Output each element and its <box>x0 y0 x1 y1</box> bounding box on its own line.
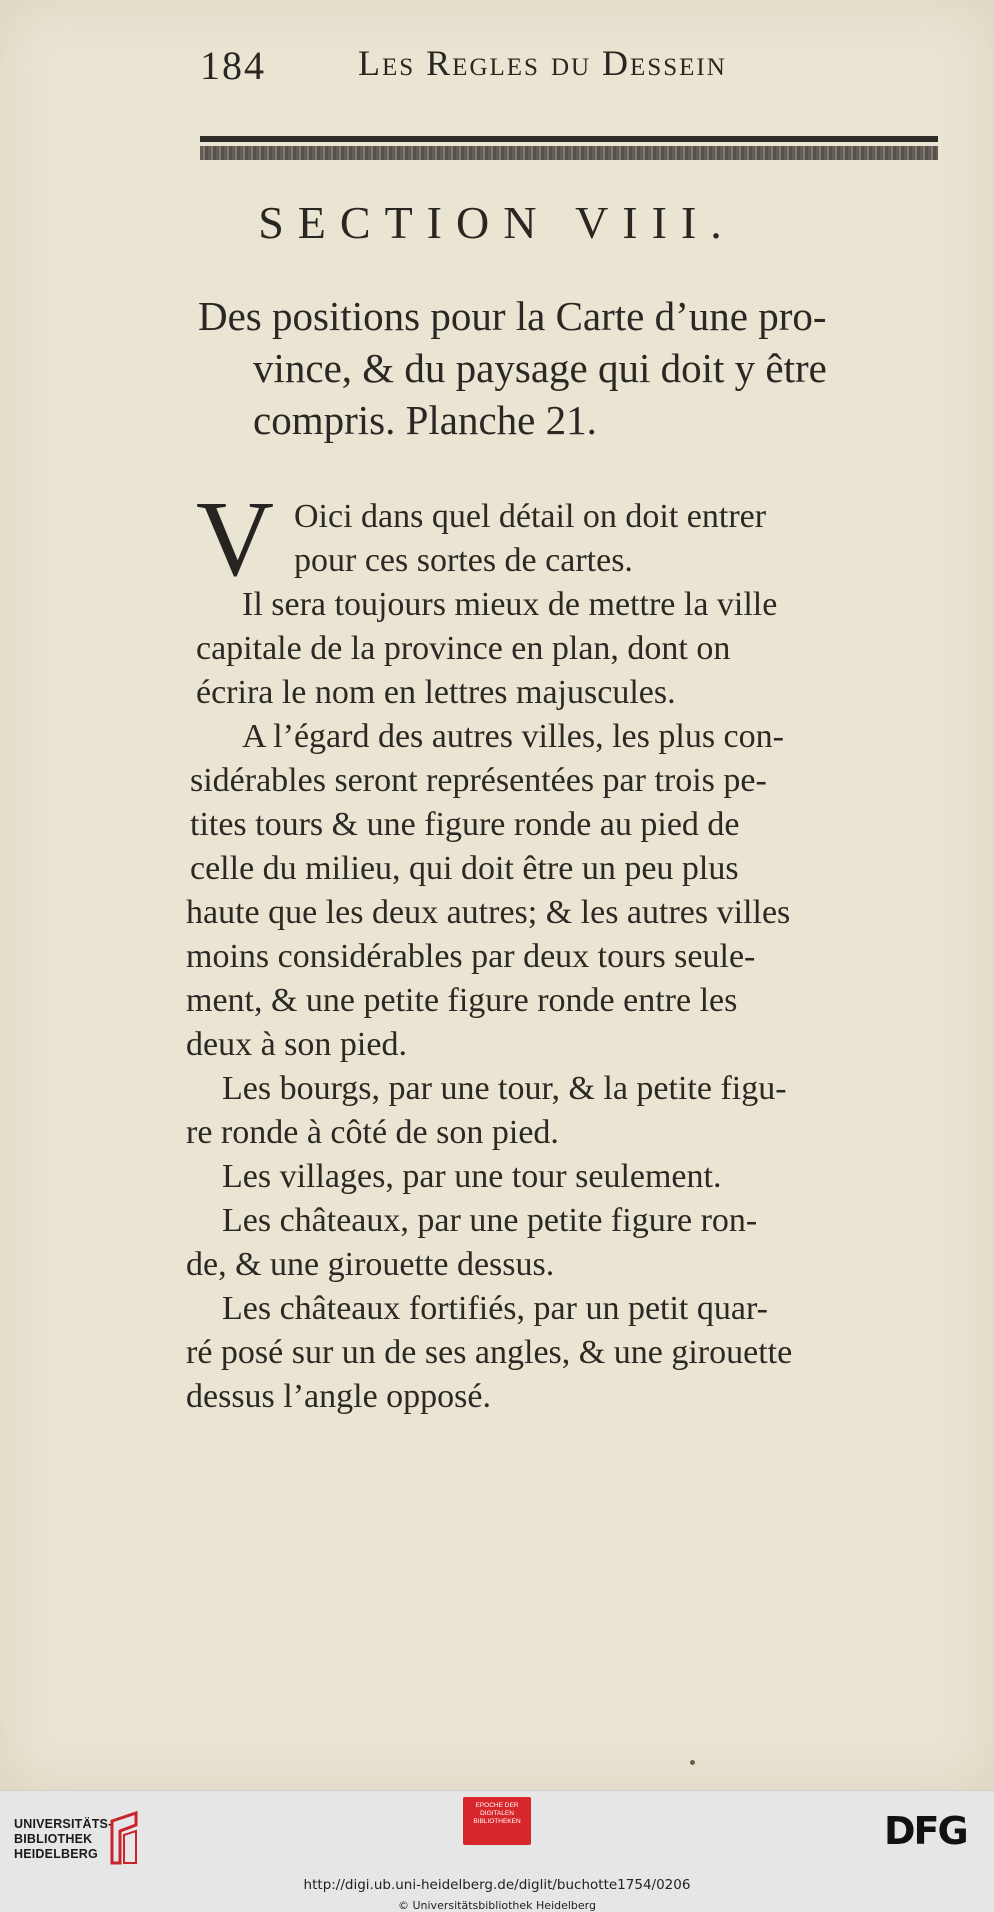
text-line: ment, & une petite figure ronde entre les <box>186 982 738 1019</box>
text-line: Les bourgs, par une tour, & la petite figu- <box>222 1070 787 1107</box>
page-blemish <box>690 1760 695 1765</box>
header-rule-top <box>200 136 938 142</box>
text-line: ré posé sur un de ses angles, & une girouette <box>186 1334 793 1371</box>
copyright-notice: © Universitätsbibliothek Heidelberg <box>397 1899 596 1912</box>
text-line: celle du milieu, qui doit être un peu plus <box>190 850 739 887</box>
text-line: haute que les deux autres; & les autres villes <box>186 894 791 931</box>
text-line: sidérables seront représentées par trois pe- <box>190 762 767 799</box>
text-line: pour ces sortes de cartes. <box>294 542 633 579</box>
text-line: tites tours & une figure ronde au pied de <box>190 806 740 843</box>
text-line: deux à son pied. <box>186 1026 407 1063</box>
subtitle-line: vince, & du paysage qui doit y être <box>253 345 827 391</box>
subtitle-line: compris. Planche 21. <box>253 397 597 443</box>
text-line: Les châteaux fortifiés, par un petit quar- <box>222 1290 768 1327</box>
text-line: Oici dans quel détail on doit entrer <box>294 498 767 535</box>
drop-cap: V <box>196 480 274 599</box>
digital-library-logo[interactable] <box>463 1797 531 1845</box>
text-line: A l’égard des autres villes, les plus con- <box>242 718 784 755</box>
library-mark-icon <box>106 1811 146 1867</box>
viewer-footer <box>0 1790 994 1912</box>
text-line: capitale de la province en plan, dont on <box>196 630 731 667</box>
university-library-logo[interactable] <box>14 1811 144 1871</box>
running-title: Les Regles du Dessein <box>358 43 727 83</box>
library-logo-text: UNIVERSITÄTS- BIBLIOTHEK HEIDELBERG <box>14 1817 113 1861</box>
text-line: moins considérables par deux tours seule- <box>186 938 756 975</box>
dfg-logo[interactable]: DFG <box>884 1809 967 1853</box>
text-line: dessus l’angle opposé. <box>186 1378 492 1415</box>
text-line: Les villages, par une tour seulement. <box>222 1158 722 1195</box>
page-number: 184 <box>200 43 266 88</box>
text-line: Il sera toujours mieux de mettre la ville <box>242 586 778 623</box>
section-heading: SECTION VIII. <box>258 197 736 248</box>
subtitle-line: Des positions pour la Carte d’une pro- <box>198 293 827 339</box>
text-line: écrira le nom en lettres majuscules. <box>196 674 676 711</box>
page-header <box>200 42 940 92</box>
body-text <box>186 495 938 1419</box>
center-logo-text: EPOCHE DER DIGITALEN BIBLIOTHEKEN <box>473 1802 521 1825</box>
header-rule-ornament <box>200 146 938 160</box>
section-subtitle <box>198 290 943 446</box>
text-line: Les châteaux, par une petite figure ron- <box>222 1202 758 1239</box>
text-line: de, & une girouette dessus. <box>186 1246 555 1283</box>
text-line: re ronde à côté de son pied. <box>186 1114 559 1151</box>
permalink-url[interactable]: http://digi.ub.uni-heidelberg.de/diglit/buchotte1754/0206 <box>303 1877 691 1893</box>
